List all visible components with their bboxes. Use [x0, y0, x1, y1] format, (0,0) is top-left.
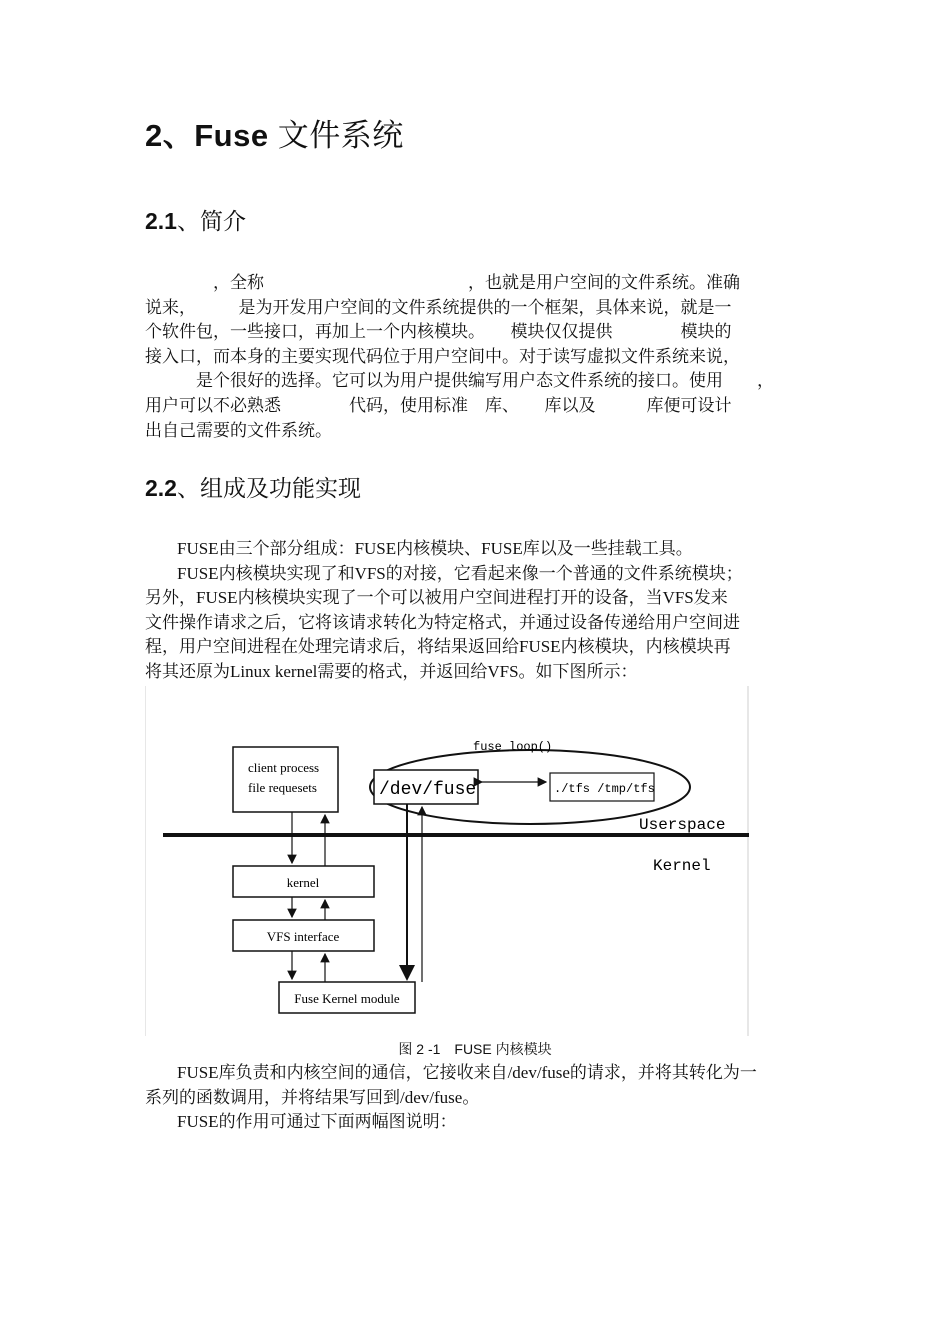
chapter-heading	[145, 110, 404, 155]
section-number: 2.2	[145, 475, 177, 501]
intro-line: 接入口，而本身的主要实现代码位于用户空间中。对于读写虚拟文件系统来说，	[145, 346, 740, 366]
library-line: FUSE库负责和内核空间的通信，它接收来自/dev/fuse的请求，并将其转化为一	[177, 1063, 757, 1082]
intro-line: 个软件包，一些接口，再加上一个内核模块。 模块仅仅提供 模块的	[145, 322, 732, 342]
kernel-label: Kernel	[653, 857, 711, 875]
components-line: FUSE由三个部分组成：FUSE内核模块、FUSE库以及一些挂载工具。	[177, 539, 693, 558]
library-paragraph	[145, 1061, 810, 1135]
section-heading-components	[145, 470, 361, 503]
fuse-loop-label: fuse_loop()	[473, 740, 553, 754]
intro-line: 是个很好的选择。它可以为用户提供编写用户态文件系统的接口。使用 ，	[145, 371, 774, 391]
dev-fuse-label: /dev/fuse	[379, 780, 477, 800]
section-heading-intro	[145, 203, 246, 236]
components-paragraph	[145, 537, 810, 685]
client-process-line1: client process	[248, 760, 320, 775]
section-title: 、简介	[176, 208, 246, 234]
vfs-interface-label: VFS interface	[266, 929, 340, 944]
components-line: FUSE内核模块实现了和VFS的对接，它看起来像一个普通的文件系统模块；	[177, 563, 743, 583]
chapter-number: 2、	[145, 118, 195, 153]
chapter-title-cn: 文件系统	[268, 118, 404, 153]
figure-caption: 图 2 -1 FUSE 内核模块	[398, 1041, 552, 1057]
library-line: 系列的函数调用，并将结果写回到/dev/fuse。	[145, 1087, 480, 1107]
intro-line: 用户可以不必熟悉 代码，使用标准 库、 库以及 库便可设计	[145, 395, 732, 415]
intro-line: ，全称 ，也就是用户空间的文件系统。准确	[145, 273, 740, 292]
section-number: 2.1	[145, 208, 177, 234]
kernel-box-label: kernel	[286, 875, 320, 890]
fuse-architecture-diagram	[145, 686, 749, 1036]
fuse-kernel-module-label: Fuse Kernel module	[294, 991, 400, 1006]
intro-line: 说来， 是为开发用户空间的文件系统提供的一个框架，具体来说，就是一	[145, 297, 732, 317]
intro-line: 出自己需要的文件系统。	[145, 420, 332, 440]
components-line: 程，用户空间进程在处理完请求后，将结果返回给FUSE内核模块，内核模块再	[145, 637, 731, 657]
library-line: FUSE的作用可通过下面两幅图说明：	[177, 1112, 457, 1132]
components-line: 将其还原为Linux kernel需要的格式，并返回给VFS。如下图所示：	[145, 661, 638, 681]
client-process-line2: file requesets	[248, 780, 317, 795]
tfs-label: ./tfs /tmp/tfs	[554, 782, 655, 796]
intro-paragraph	[145, 271, 810, 443]
chapter-title-latin: Fuse	[194, 118, 269, 153]
userspace-label: Userspace	[639, 816, 726, 834]
section-title: 、组成及功能实现	[176, 475, 361, 501]
components-line: 另外，FUSE内核模块实现了一个可以被用户空间进程打开的设备，当VFS发来	[145, 588, 728, 608]
components-line: 文件操作请求之后，它将该请求转化为特定格式，并通过设备传递给用户空间进	[145, 612, 740, 632]
